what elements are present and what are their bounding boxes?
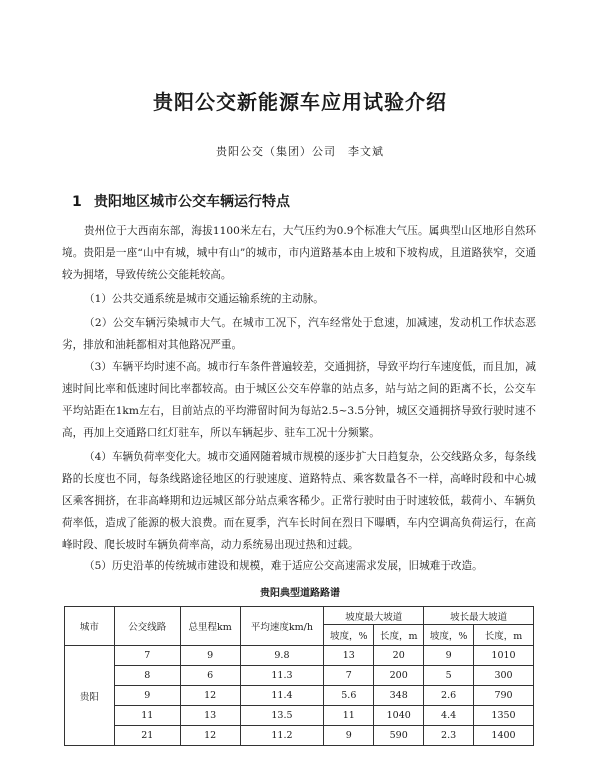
city-cell: 贵阳 [65,646,115,746]
section-title: 贵阳地区城市公交车辆运行特点 [94,194,290,210]
header-total-length: 总里程km [180,607,240,646]
cell-grade-long: 2.3 [424,726,474,746]
cell-grade-long: 2.6 [424,686,474,706]
cell-speed: 9.8 [240,646,324,666]
cell-speed: 13.5 [240,706,324,726]
cell-grade-max: 7 [324,666,374,686]
cell-route: 7 [114,646,180,666]
header-avg-speed: 平均速度km/h [240,607,324,646]
cell-grade-long: 9 [424,646,474,666]
road-spectrum-table [64,606,534,746]
cell-speed: 11.4 [240,686,324,706]
cell-length-max: 590 [374,726,424,746]
header-long-grade-group: 坡长最大坡道 [424,607,534,625]
header-grade-pct-1: 坡度，% [324,625,374,646]
cell-grade-max: 5.6 [324,686,374,706]
cell-length-long: 1010 [474,646,534,666]
cell-route: 11 [114,706,180,726]
cell-grade-long: 5 [424,666,474,686]
cell-length-long: 1400 [474,726,534,746]
cell-km: 6 [180,666,240,686]
section-heading [72,191,290,211]
cell-length-max: 200 [374,666,424,686]
paragraph-point-1: （1）公共交通系统是城市交通运输系统的主动脉。 [84,293,324,305]
cell-length-max: 1040 [374,706,424,726]
header-length-m-2: 长度，m [474,625,534,646]
cell-km: 13 [180,706,240,726]
table-caption: 贵阳典型道路路谱 [260,588,340,599]
cell-length-max: 348 [374,686,424,706]
header-length-m-1: 长度，m [374,625,424,646]
cell-km: 12 [180,686,240,706]
cell-grade-long: 4.4 [424,706,474,726]
cell-length-long: 300 [474,666,534,686]
header-grade-pct-2: 坡度，% [424,625,474,646]
cell-route: 9 [114,686,180,706]
header-city: 城市 [65,607,115,646]
cell-length-long: 790 [474,686,534,706]
cell-grade-max: 9 [324,726,374,746]
cell-route: 21 [114,726,180,746]
section-number: 1 [72,194,82,210]
cell-length-max: 20 [374,646,424,666]
cell-speed: 11.2 [240,726,324,746]
table-row [65,666,534,686]
cell-grade-max: 11 [324,706,374,726]
paper-title: 贵阳公交新能源车应用试验介绍 [153,90,447,114]
cell-speed: 11.3 [240,666,324,686]
cell-grade-max: 13 [324,646,374,666]
paragraph-intro: 贵州位于大西南东部，海拔1100米左右，大气压约为0.9个标准大气压。属典型山区地形自然环境。贵阳是一座“山中有城，城中有山”的城市，市内道路基本由上坡和下坡构成，且道路狭窄，交通较为拥堵，导致传统公交能耗较高。 [62,225,536,281]
cell-length-long: 1350 [474,706,534,726]
table-row [65,686,534,706]
header-max-grade-group: 坡度最大坡道 [324,607,424,625]
paragraph-point-2: （2）公交车辆污染城市大气。在城市工况下，汽车经常处于怠速，加减速，发动机工作状态恶劣，排放和油耗都相对其他路况严重。 [62,317,536,351]
paragraph-point-5: （5）历史沿革的传统城市建设和规模，难于适应公交高速需求发展，旧城难于改造。 [84,560,483,572]
table-row [65,706,534,726]
cell-km: 12 [180,726,240,746]
cell-route: 8 [114,666,180,686]
paragraph-point-4: （4）车辆负荷率变化大。城市交通网随着城市规模的逐步扩大日趋复杂，公交线路众多，每条线路的长度也不同，每条线路途径地区的行驶速度、道路特点、乘客数量各不一样，高峰时段和中心城区乘客拥挤，在非高峰期和边远城区部分站点乘客稀少。正常行驶时由于时速较低，载荷小、车辆负荷率低，造成了能源的极大浪费。而在夏季，汽车长时间在烈日下曝晒，车内空调高负荷运行，在高峰时段、爬长坡时车辆负荷率高，动力系统易出现过热和过载。 [62,451,536,551]
author-line: 贵阳公交（集团）公司 李文斌 [216,145,384,158]
table-row [65,726,534,746]
cell-km: 9 [180,646,240,666]
header-route: 公交线路 [114,607,180,646]
paragraph-point-3: （3）车辆平均时速不高。城市行车条件普遍较差，交通拥挤，导致平均行车速度低，而且加，减速时间比率和低速时间比率都较高。由于城区公交车停靠的站点多，站与站之间的距离不长，公交车平均站距在1km左右，目前站点的平均滞留时间为每站2.5~3.5分钟，城区交通拥挤导致行驶时速不高，再加上交通路口红灯驻车，所以车辆起步、驻车工况十分频繁。 [62,361,536,439]
table-row [65,646,534,666]
